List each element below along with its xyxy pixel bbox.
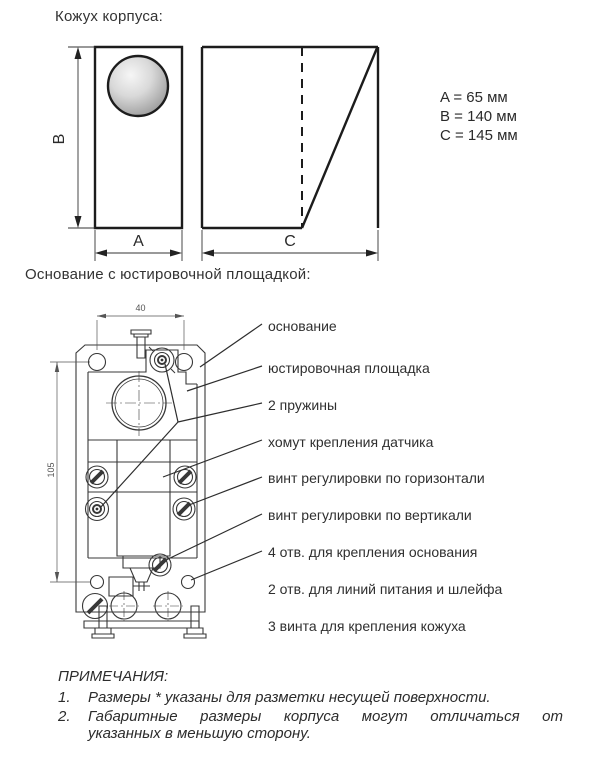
notes-title: ПРИМЕЧАНИЯ: (58, 668, 169, 685)
dim-value-b: B = 140 мм (440, 108, 517, 125)
spring-screw-bottom (86, 498, 109, 521)
horizontal-adjust-screw (173, 498, 195, 520)
housing-front-view (68, 47, 182, 261)
vertical-adjust-screw (149, 554, 171, 576)
callout-base: основание (268, 318, 337, 334)
leader-lines (100, 324, 262, 580)
spring-screw-top (149, 347, 175, 373)
callout-horizontal-screw: винт регулировки по горизонтали (268, 470, 485, 486)
callout-base-holes: 4 отв. для крепления основания (268, 544, 478, 560)
callout-springs: 2 пружины (268, 397, 338, 413)
dim-40: 40 (135, 303, 146, 313)
note-item-2 (58, 708, 563, 742)
housing-section-title: Кожух корпуса: (55, 8, 163, 25)
top-bolt (131, 330, 151, 358)
callout-cable-holes: 2 отв. для линий питания и шлейфа (268, 581, 503, 597)
dim-letter-c: C (284, 233, 296, 250)
note-number: 1. (58, 689, 71, 706)
housing-side-view (202, 47, 378, 261)
dim-letter-a: A (133, 233, 144, 250)
mounting-bolt (184, 606, 206, 638)
dim-value-c: C = 145 мм (440, 127, 518, 144)
callout-sensor-clamp: хомут крепления датчика (268, 434, 434, 450)
base-section-title: Основание с юстировочной площадкой: (25, 266, 311, 283)
mount-hole (89, 354, 106, 371)
note-text-line: Габаритные размеры корпуса могут отличаться от (88, 708, 563, 725)
dim-105: 105 (46, 462, 56, 478)
notes-section (58, 668, 563, 744)
sensor-lens (106, 371, 172, 436)
base-mount-hole (91, 576, 104, 589)
callout-adjustment-platform: юстировочная площадка (268, 360, 430, 376)
note-text (88, 708, 563, 742)
dimension-values (440, 88, 518, 145)
base-drawing (50, 314, 206, 638)
callout-vertical-screw: винт регулировки по вертикали (268, 507, 472, 523)
note-number: 2. (58, 708, 71, 725)
dim-letter-b: B (51, 133, 68, 145)
cable-hole (153, 591, 183, 621)
callout-housing-screws: 3 винта для крепления кожуха (268, 618, 466, 634)
note-text-line: указанных в меньшую сторону. (88, 725, 311, 742)
note-item-1 (58, 689, 563, 706)
base-mount-hole (182, 576, 195, 589)
mounting-bolt (92, 606, 114, 638)
dim-value-a: A = 65 мм (440, 89, 508, 106)
screw (86, 466, 108, 488)
note-text: Размеры * указаны для разметки несущей поверхности. (88, 689, 491, 706)
